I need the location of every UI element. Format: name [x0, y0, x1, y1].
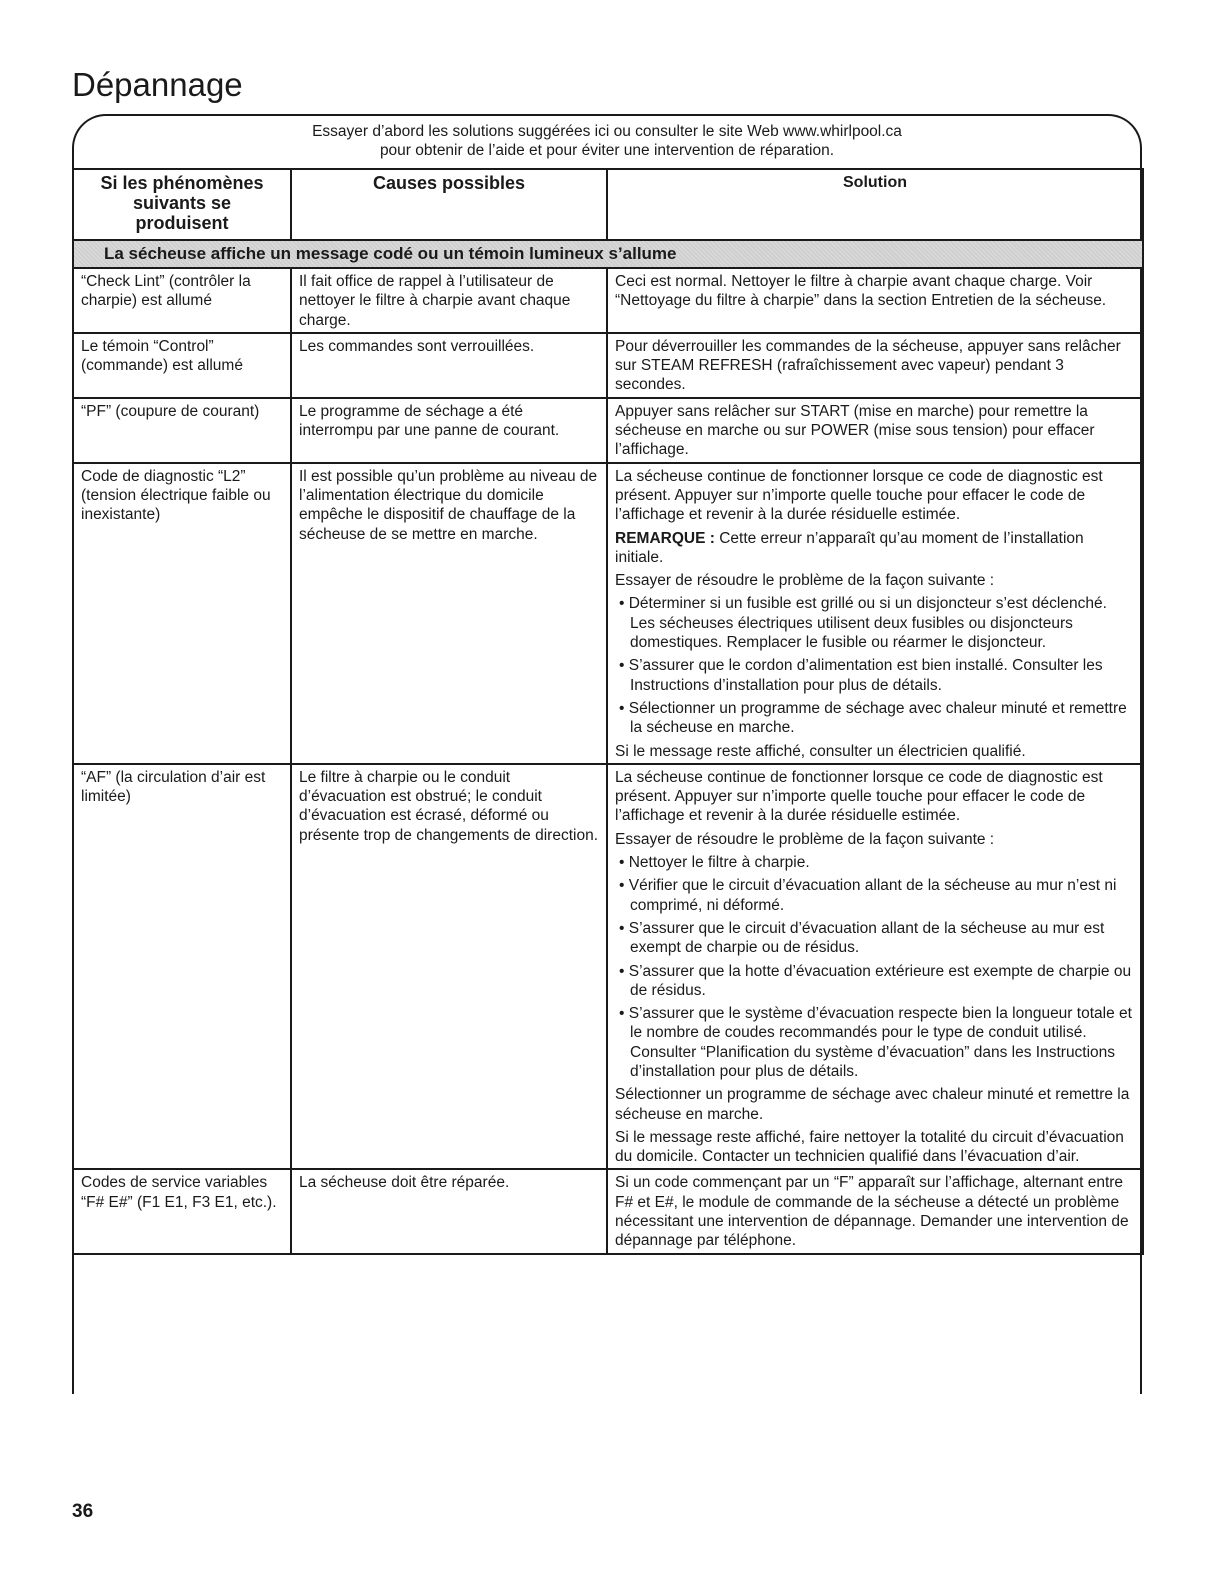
bullet-item: • S’assurer que le circuit d’évacuation allant de la sécheuse au mur est exempt de charpie ou de résidus. [615, 919, 1135, 958]
solution-text: Pour déverrouiller les commandes de la sécheuse, appuyer sans relâcher sur STEAM REFRESH (rafraîchissement avec vapeur) pendant 3 secondes. [615, 337, 1121, 394]
header-symptoms: Si les phénomènes suivants se produisent [73, 169, 291, 240]
remarque-label: REMARQUE : [615, 529, 715, 547]
cause-cell: Il fait office de rappel à l’utilisateur de nettoyer le filtre à charpie avant chaque charge. [291, 268, 607, 333]
cause-cell: Le filtre à charpie ou le conduit d’évacuation est obstrué; le conduit d’évacuation est écrasé, déformé ou présente trop de changements de direction. [291, 764, 607, 1170]
symptom-cell: “PF” (coupure de courant) [73, 398, 291, 463]
solution-cell [607, 333, 1143, 398]
header-causes: Causes possibles [291, 169, 607, 240]
symptom-cell: “Check Lint” (contrôler la charpie) est allumé [73, 268, 291, 333]
symptom-cell: “AF” (la circulation d’air est limitée) [73, 764, 291, 1170]
section-title: La sécheuse affiche un message codé ou un témoin lumineux s’allume [73, 240, 1143, 268]
solution-cell [607, 463, 1143, 764]
section-header-row [73, 240, 1143, 268]
solution-text: Si le message reste affiché, consulter un électricien qualifié. [615, 742, 1026, 760]
cause-cell: Il est possible qu’un problème au niveau de l’alimentation électrique du domicile empêche le dispositif de chauffage de la sécheuse de se mettre en marche. [291, 463, 607, 764]
symptom-cell: Code de diagnostic “L2” (tension électrique faible ou inexistante) [73, 463, 291, 764]
intro-line: Essayer d’abord les solutions suggérées ici ou consulter le site Web www.whirlpool.ca [312, 123, 902, 140]
symptom-cell: Le témoin “Control” (commande) est allumé [73, 333, 291, 398]
cause-cell: Le programme de séchage a été interrompu par une panne de courant. [291, 398, 607, 463]
solution-text: Sélectionner un programme de séchage avec chaleur minuté et remettre la sécheuse en marche. [615, 1086, 1130, 1123]
solution-cell [607, 764, 1143, 1170]
bullet-item: • Déterminer si un fusible est grillé ou si un disjoncteur s’est déclenché. Les sécheuses électriques utilisent deux fusibles ou disjoncteurs domestiques. Remplacer le fusible ou réarmer le disjoncteur. [615, 594, 1135, 652]
solution-text: Si le message reste affiché, faire nettoyer la totalité du circuit d’évacuation du domicile. Contacter un technicien qualifié dans l’évacuation d’air. [615, 1128, 1124, 1166]
bullet-item: • Sélectionner un programme de séchage avec chaleur minuté et remettre la sécheuse en marche. [615, 699, 1135, 738]
page-title: Dépannage [72, 66, 243, 103]
cause-cell: Les commandes sont verrouillées. [291, 333, 607, 398]
solution-text: La sécheuse continue de fonctionner lorsque ce code de diagnostic est présent. Appuyer sur n’importe quelle touche pour effacer le code de l’affichage et revenir à la durée résiduelle estimée. [615, 467, 1103, 524]
solution-text: Essayer de résoudre le problème de la façon suivante : [615, 830, 995, 848]
header-solution: Solution [607, 169, 1143, 240]
remarque-text: Cette erreur n’apparaît qu’au moment de l’installation initiale. [615, 529, 1084, 566]
table-row [73, 764, 1143, 1170]
table-row [73, 463, 1143, 764]
solution-cell [607, 398, 1143, 463]
cause-cell: La sécheuse doit être réparée. [291, 1169, 607, 1253]
table-row [73, 268, 1143, 333]
solution-cell [607, 268, 1143, 333]
intro-line: pour obtenir de l’aide et pour éviter une intervention de réparation. [379, 142, 835, 159]
intro-text [72, 122, 1142, 160]
troubleshooting-table [72, 168, 1144, 1255]
bullet-item: • S’assurer que la hotte d’évacuation extérieure est exempte de charpie ou de résidus. [615, 962, 1135, 1001]
bullet-item: • S’assurer que le système d’évacuation respecte bien la longueur totale et le nombre de coudes recommandés pour le type de conduit utilisé. Consulter “Planification du système d’évacuation” dans les Instructions d’installation pour plus de détails. [615, 1004, 1135, 1081]
table-row [73, 333, 1143, 398]
solution-text: Essayer de résoudre le problème de la façon suivante : [615, 572, 995, 590]
bullet-item: • Nettoyer le filtre à charpie. [615, 853, 1135, 872]
bullet-item: • S’assurer que le cordon d’alimentation est bien installé. Consulter les Instructions d’installation pour plus de détails. [615, 656, 1135, 695]
table-row [73, 398, 1143, 463]
solution-text: Si un code commençant par un “F” apparaît sur l’affichage, alternant entre F# et E#, le module de commande de la sécheuse a détecté un problème nécessitant une intervention de dépannage. Demander une intervention de dépannage par téléphone. [615, 1174, 1129, 1250]
remarque-note [615, 529, 1135, 568]
solution-text: La sécheuse continue de fonctionner lorsque ce code de diagnostic est présent. Appuyer sur n’importe quelle touche pour effacer le code de l’affichage et revenir à la durée résiduelle estimée. [615, 768, 1103, 825]
solution-text: Ceci est normal. Nettoyer le filtre à charpie avant chaque charge. Voir “Nettoyage du filtre à charpie” dans la section Entretien de la sécheuse. [615, 273, 1107, 310]
page-number: 36 [72, 1501, 94, 1522]
table-header-row [73, 169, 1143, 240]
solution-text: Appuyer sans relâcher sur START (mise en marche) pour remettre la sécheuse en marche ou sur POWER (mise sous tension) pour effacer l’affichage. [615, 402, 1095, 459]
symptom-cell: Codes de service variables “F# E#” (F1 E1, F3 E1, etc.). [73, 1169, 291, 1253]
bullet-item: • Vérifier que le circuit d’évacuation allant de la sécheuse au mur n’est ni comprimé, ni déformé. [615, 876, 1135, 915]
solution-cell [607, 1169, 1143, 1253]
table-row [73, 1169, 1143, 1253]
